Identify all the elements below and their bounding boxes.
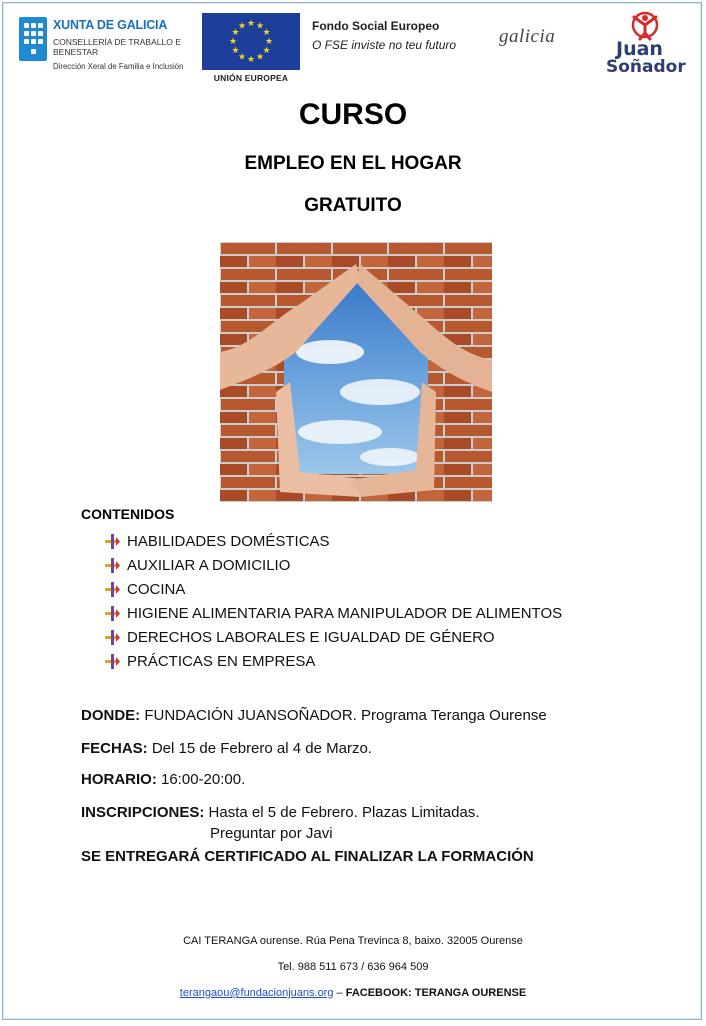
title-curso: CURSO [298,98,408,131]
juan-sonador-logo [606,11,686,83]
svg-text:★: ★ [231,46,240,56]
dates-value: Del 15 de Febrero al 4 de Marzo. [147,740,372,757]
eu-flag-icon [202,13,300,70]
signup-row [81,804,480,821]
svg-text:★: ★ [262,28,271,38]
signup-label: INSCRIPCIONES: [81,804,205,821]
dates-label: FECHAS: [81,740,148,757]
svg-text:★: ★ [264,37,274,47]
content-item-label: AUXILIAR A DOMICILIO [127,556,291,574]
content-item-label: COCINA [127,580,186,598]
svg-text:★: ★ [237,52,247,63]
fse-slogan: O FSE inviste no teu futuro [312,38,457,52]
content-item-label: DERECHOS LABORALES E IGUALDAD DE GÉNERO [127,628,495,646]
footer-address: CAI TERANGA ourense. Rúa Pena Trevinca 8, baixo. 32005 Ourense [183,935,523,947]
footer-contact [3,987,702,999]
eu-label: UNIÓN EUROPEA [213,73,289,83]
galicia-logo: galicia [499,26,556,47]
course-cost: GRATUITO [304,195,402,216]
svg-text:★: ★ [262,46,271,56]
juan-sonador-mark-icon [626,11,664,41]
content-item-label: HABILIDADES DOMÉSTICAS [127,532,330,550]
eu-logo [202,13,300,85]
svg-text:★: ★ [231,28,240,38]
list-item [105,649,562,673]
arrow-bullet-icon [105,582,120,597]
arrow-bullet-icon [105,630,120,645]
list-item [105,553,562,577]
facebook-label: FACEBOOK: TERANGA OURENSE [345,987,527,999]
course-name: EMPLEO EN EL HOGAR [244,153,462,174]
fse-block [312,19,492,52]
signup-value: Hasta el 5 de Febrero. Plazas Limitadas. [204,804,480,821]
xunta-crest-icon [19,17,47,61]
list-item [105,529,562,553]
arrow-bullet-icon [105,606,120,621]
svg-text:★: ★ [237,21,247,32]
content-item-label: PRÁCTICAS EN EMPRESA [127,652,316,670]
fse-name: Fondo Social Europeo [312,19,440,33]
contents-list [105,529,562,673]
list-item [105,577,562,601]
certificate-note: SE ENTREGARÁ CERTIFICADO AL FINALIZAR LA FORMACIÓN [81,848,534,865]
contents-heading: CONTENIDOS [81,506,175,522]
where-value: FUNDACIÓN JUANSOÑADOR. Programa Teranga Ourense [140,707,547,724]
svg-text:★: ★ [255,52,265,63]
arrow-bullet-icon [105,534,120,549]
schedule-label: HORARIO: [81,771,157,788]
svg-text:★: ★ [246,19,256,29]
dates-row [81,740,372,757]
where-row [81,707,547,724]
email-link[interactable]: terangaou@fundacionjuans.org [179,987,334,999]
footer-separator: – [333,987,346,999]
list-item [105,601,562,625]
svg-text:★: ★ [246,55,256,65]
xunta-name: XUNTA DE GALICIA [53,18,168,32]
xunta-department: CONSELLERÍA DE TRABALLO E BENESTAR [53,37,181,57]
arrow-bullet-icon [105,654,120,669]
footer-phone: Tel. 988 511 673 / 636 964 509 [277,961,429,973]
schedule-value: 16:00-20:00. [156,771,246,788]
where-label: DONDE: [81,707,141,724]
flyer-page [2,2,702,1020]
content-item-label: HIGIENE ALIMENTARIA PARA MANIPULADOR DE ALIMENTOS [127,604,563,622]
xunta-division: Dirección Xeral de Familia e Inclusión [53,62,184,71]
sonador-word: Soñador [606,57,686,77]
hands-house-photo [220,242,492,502]
xunta-logo [19,17,194,77]
svg-text:★: ★ [228,37,238,47]
juan-word: Juan [616,38,663,60]
signup-contact: Preguntar por Javi [210,825,333,842]
svg-text:★: ★ [255,21,265,32]
schedule-row [81,771,245,788]
arrow-bullet-icon [105,558,120,573]
list-item [105,625,562,649]
